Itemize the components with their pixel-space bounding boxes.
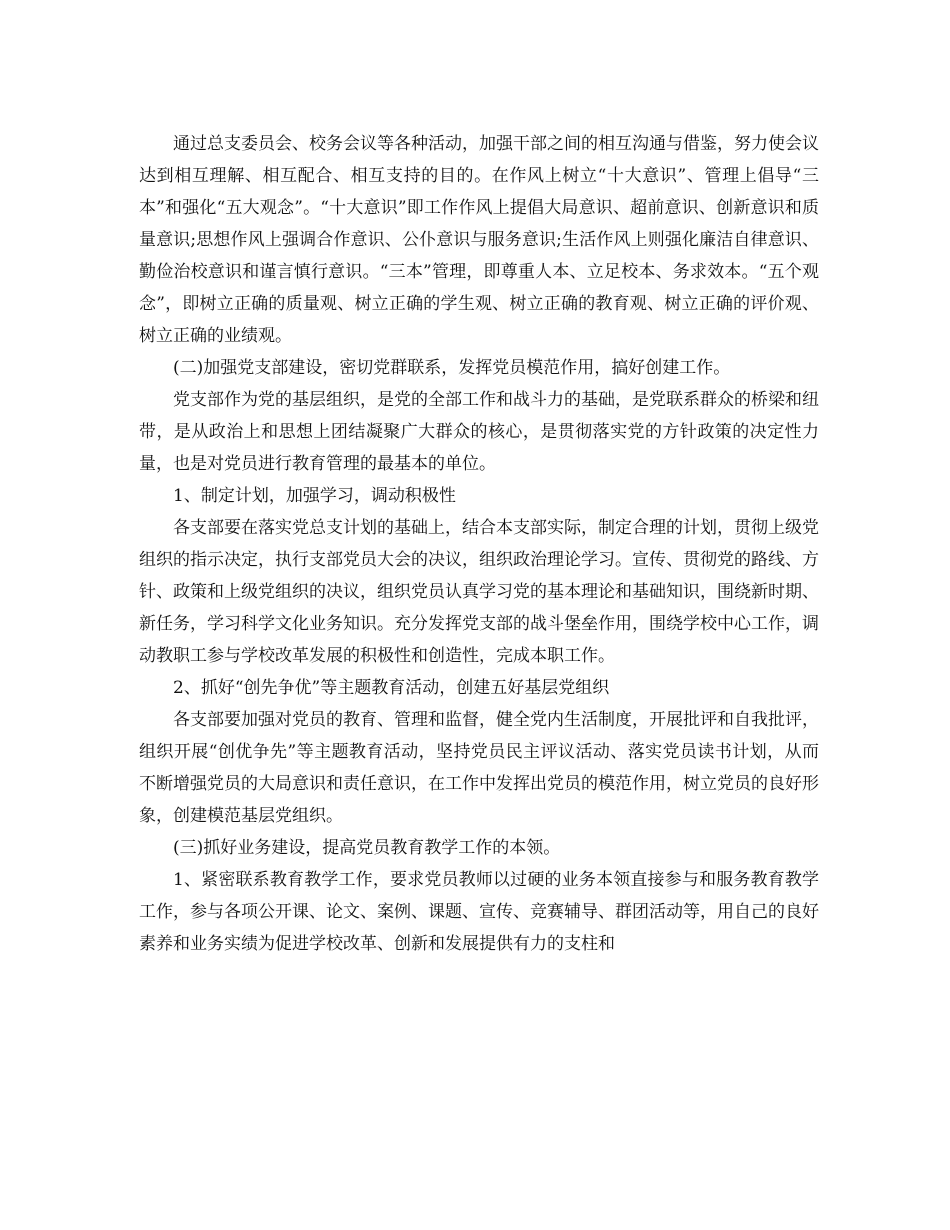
paragraph-theme-activity: 各支部要加强对党员的教育、管理和监督，健全党内生活制度，开展批评和自我批评，组织开展“创优争先”等主题教育活动，坚持党员民主评议活动、落实党员读书计划，从而不断增强党员的大局意识和责任意识，在工作中发挥出党员的模范作用，树立党员的良好形象，创建模范基层党组织。 bbox=[139, 710, 819, 826]
paragraph-plan-study: 各支部要在落实党总支计划的基础上，结合本支部实际，制定合理的计划，贯彻上级党组织的指示决定，执行支部党员大会的决议，组织政治理论学习。宣传、贯彻党的路线、方针、政策和上级党组织的决议，组织党员认真学习党的基本理论和基础知识，围绕新时期、新任务，学习科学文化业务知识。充分发挥党支部的战斗堡垒作用，围绕学校中心工作，调动教职工参与学校改革发展的积极性和创造性，完成本职工作。 bbox=[139, 518, 819, 666]
heading-business-building: (三)抓好业务建设，提高党员教育教学工作的本领。 bbox=[173, 838, 561, 858]
document-body bbox=[139, 128, 819, 960]
paragraph-teaching-work: 1、紧密联系教育教学工作，要求党员教师以过硬的业务本领直接参与和服务教育教学工作，参与各项公开课、论文、案例、课题、宣传、竞赛辅导、群团活动等，用自己的良好素养和业务实绩为促进学校改革、创新和发展提供有力的支柱和 bbox=[139, 870, 819, 954]
paragraph-party-branch: 党支部作为党的基层组织，是党的全部工作和战斗力的基础，是党联系群众的桥梁和纽带，是从政治上和思想上团结凝聚广大群众的核心，是贯彻落实党的方针政策的决定性力量，也是对党员进行教育管理的最基本的单位。 bbox=[139, 390, 819, 474]
heading-theme-activity: 2、抓好“创先争优”等主题教育活动，创建五好基层党组织 bbox=[173, 678, 610, 698]
paragraph-work-style: 通过总支委员会、校务会议等各种活动，加强干部之间的相互沟通与借鉴，努力使会议达到相互理解、相互配合、相互支持的目的。在作风上树立“十大意识”、管理上倡导“三本”和强化“五大观念”。“十大意识”即工作作风上提倡大局意识、超前意识、创新意识和质量意识;思想作风上强调合作意识、公仆意识与服务意识;生活作风上则强化廉洁自律意识、勤俭治校意识和谨言慎行意识。“三本”管理，即尊重人本、立足校本、务求效本。“五个观念”，即树立正确的质量观、树立正确的学生观、树立正确的教育观、树立正确的评价观、树立正确的业绩观。 bbox=[139, 134, 819, 346]
heading-party-branch: (二)加强党支部建设，密切党群联系，发挥党员模范作用，搞好创建工作。 bbox=[173, 358, 731, 378]
heading-plan-study: 1、制定计划，加强学习，调动积极性 bbox=[173, 486, 456, 506]
